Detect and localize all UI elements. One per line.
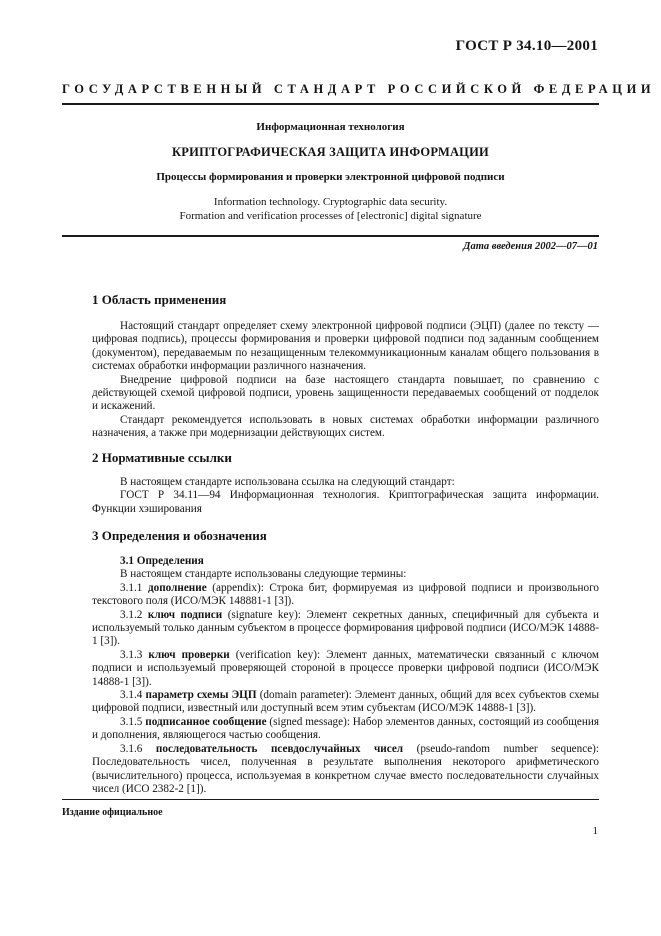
standard-number: ГОСТ Р 34.10—2001 [455,38,598,54]
section-1-title: 1 Область применения [92,292,227,307]
term-definition: 3.1.5 подписанное сообщение (signed message): Набор элементов данных, состоящий из сообщения и дополнения, являющегося частью сообщения. [92,715,599,742]
english-title-line-1: Information technology. Cryptographic data security. [213,196,448,208]
term-definition: 3.1.3 ключ проверки (verification key): Элемент данных, математически связанный с ключом подписи и используемый проверяющей стороной в процессе проверки цифровой подписи (ИСО/МЭК 14888-1 [3]). [92,648,599,688]
paragraph: В настоящем стандарте использованы следующие термины: [120,568,407,581]
section-2-title: 2 Нормативные ссылки [92,450,232,465]
paragraph: ГОСТ Р 34.11—94 Информационная технология. Криптографическая защита информации. Функции хэширования [92,489,599,515]
english-title-line-2: Formation and verification processes of [electronic] digital signature [179,210,482,222]
term-definition: 3.1.4 параметр схемы ЭЦП (domain parameter): Элемент данных, общий для всех субъектов схемы цифровой подписи, известный или доступный всем этим субъектам (ИСО/МЭК 14888-1 [3]). [92,689,599,715]
section-1-body [92,320,599,441]
main-title: КРИПТОГРАФИЧЕСКАЯ ЗАЩИТА ИНФОРМАЦИИ [172,145,489,159]
paragraph: Внедрение цифровой подписи на базе настоящего стандарта повышает, по сравнению с действующей схемой цифровой подписи, уровень защищенности передаваемых сообщений от подделок и искажений. [92,373,599,413]
title-rule [62,235,599,237]
paragraph: Стандарт рекомендуется использовать в новых системах обработки информации различного назначения, а также при модернизации действующих систем. [92,413,599,440]
top-rule [62,103,599,105]
introduction-date: Дата введения 2002—07—01 [463,241,598,252]
section-2-body [92,476,599,516]
paragraph: Настоящий стандарт определяет схему электронной цифровой подписи (ЭЦП) (далее по тексту — цифровая подпись), процессы формирования и проверки цифровой подписи под заданным сообщением (документом), передаваемым по незащищенным телекоммуникационным каналам общего пользования в системах обработки информации различного назначения. [92,320,599,373]
term-definition: 3.1.6 последовательность псевдослучайных чисел (pseudo-random number sequence): Последовательность чисел, полученная в результате выполнения некоторого арифметического (вычислительного) процесса, используемая в конкретном случае вместо последовательности случайных чисел (ИСО 2382-2 [1]). [92,742,600,795]
section-3-title: 3 Определения и обозначения [92,528,267,543]
footer-rule [62,799,599,800]
term-definition: 3.1.1 дополнение (appendix): Строка бит, формируемая из цифровой подписи и произвольного текстового поля (ИСО/МЭК 148881-1 [3]). [92,581,599,608]
section-3-body [92,555,599,796]
page-number: 1 [592,825,598,837]
subtitle: Процессы формирования и проверки электронной цифровой подписи [156,171,505,183]
term-definition: 3.1.2 ключ подписи (signature key): Элемент секретных данных, специфичный для субъекта и используемый только данным субъектом в процессе формирования цифровой подписи (ИСО/МЭК 14888-1 [3]). [92,608,599,648]
paragraph: В настоящем стандарте использована ссылка на следующий стандарт: [120,476,455,488]
official-edition-label: Издание официальное [62,807,163,818]
subsection-title: 3.1 Определения [120,555,204,567]
category-title: Информационная технология [256,121,405,133]
state-standard-heading: ГОСУДАРСТВЕННЫЙ СТАНДАРТ РОССИЙСКОЙ ФЕДЕРАЦИИ [62,82,656,96]
